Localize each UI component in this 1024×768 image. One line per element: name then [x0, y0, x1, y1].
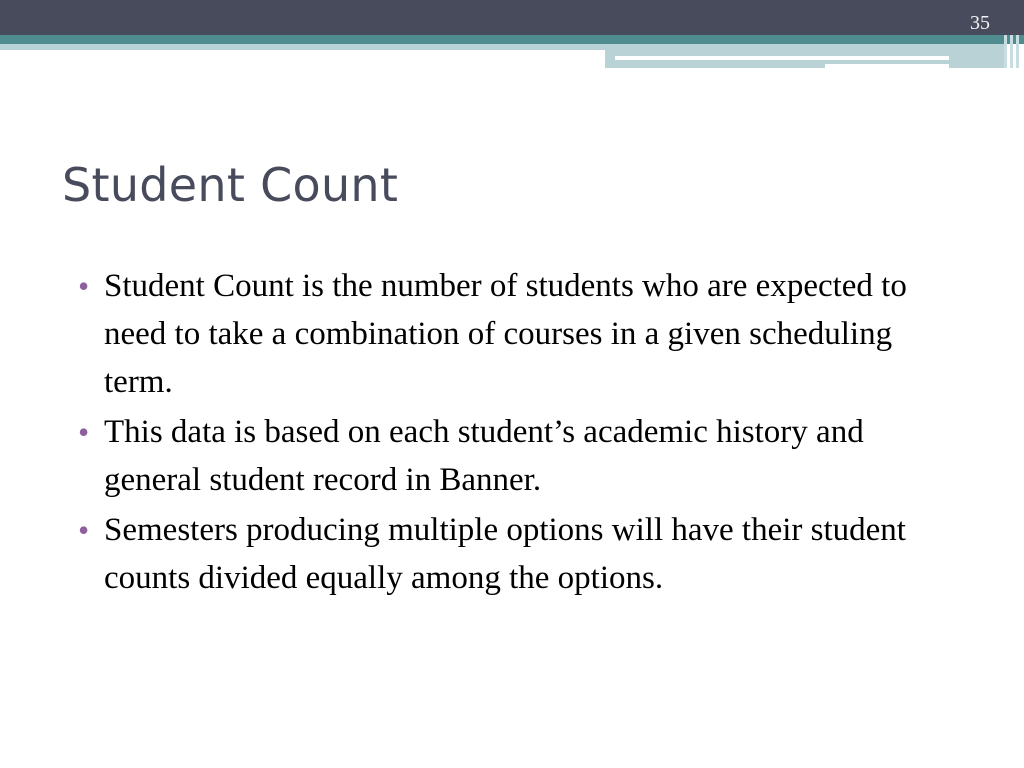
bullet-dot-icon: •: [78, 268, 90, 304]
bullet-text: Student Count is the number of students who are expected to need to take a combination of courses in a given scheduling term.: [104, 268, 907, 400]
header-band-dark: [0, 0, 1024, 35]
header-accent-line-short: [825, 64, 949, 68]
header-accent-stripe: [1004, 35, 1007, 68]
bullet-item: [76, 408, 956, 504]
bullet-item: [76, 262, 956, 406]
bullet-dot-icon: •: [78, 512, 90, 548]
header-band-teal: [0, 35, 1024, 44]
header-accent-stripe: [1010, 35, 1013, 68]
slide-title: Student Count: [62, 158, 399, 212]
slide-number: 35: [970, 12, 990, 34]
bullet-text: Semesters producing multiple options will have their student counts divided equally among the options.: [104, 512, 906, 596]
bullet-list: [76, 262, 956, 604]
header-band-light: [0, 44, 605, 50]
bullet-text: This data is based on each student’s academic history and general student record in Banner.: [104, 414, 864, 498]
header-accent-stripe: [1016, 35, 1019, 68]
bullet-item: [76, 506, 956, 602]
header-accent-line: [615, 56, 949, 60]
bullet-dot-icon: •: [78, 414, 90, 450]
